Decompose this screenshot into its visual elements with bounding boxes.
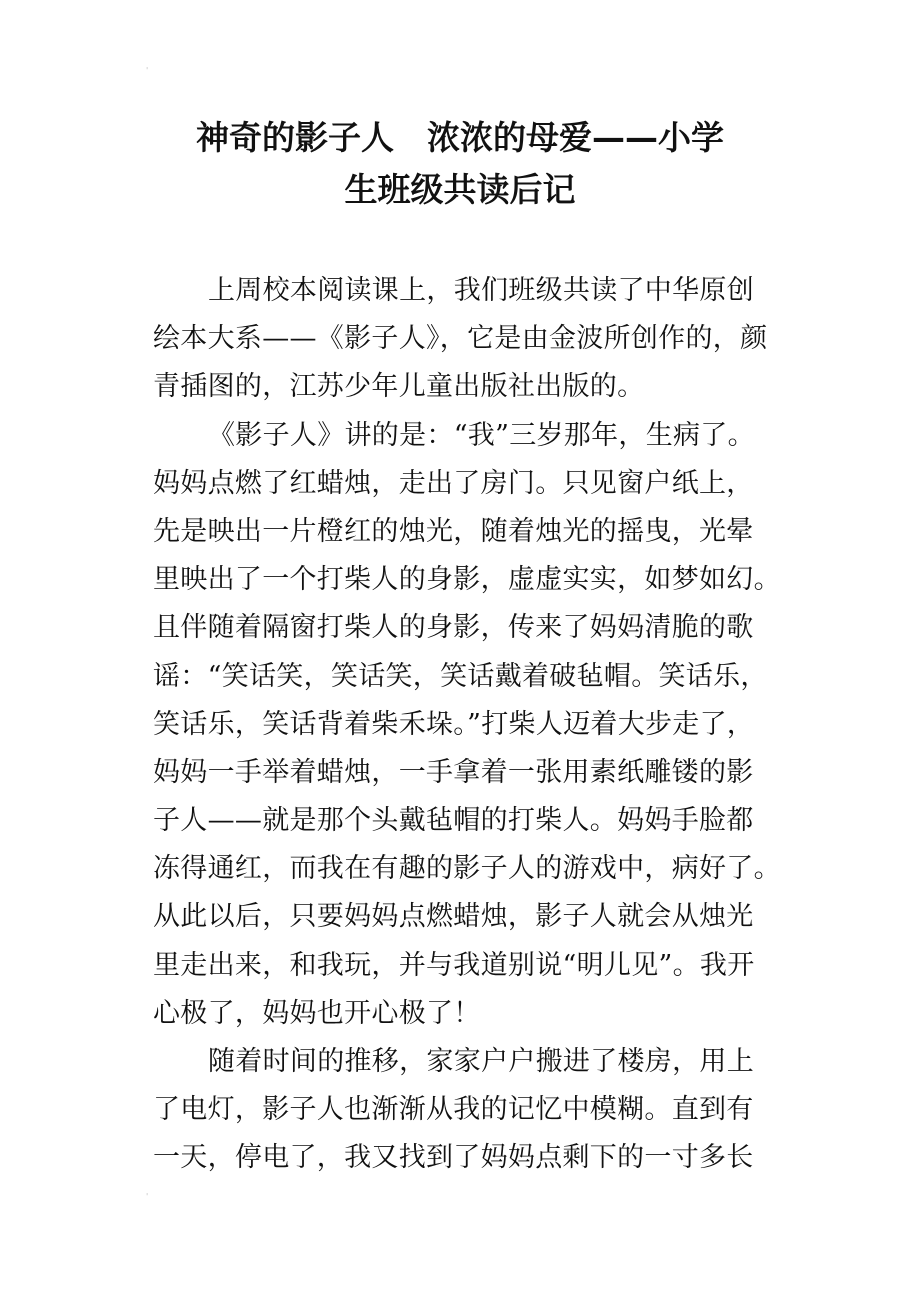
body-line: 从此以后，只要妈妈点燃蜡烛，影子人就会从烛光: [153, 901, 754, 933]
body-line: 且伴随着隔窗打柴人的身影，传来了妈妈清脆的歌: [153, 612, 754, 644]
body-line: 笑话乐，笑话背着柴禾垛。”打柴人迈着大步走了，: [153, 708, 755, 740]
body-line: 了电灯，影子人也渐渐从我的记忆中模糊。直到有: [153, 1094, 754, 1126]
corner-mark-top: ': [146, 66, 149, 75]
body-line: 《影子人》讲的是：“我”三岁那年，生病了。: [208, 419, 755, 451]
body-line: 子人——就是那个头戴毡帽的打柴人。妈妈手脸都: [153, 805, 754, 837]
document-body: [153, 267, 793, 1183]
body-line: 心极了，妈妈也开心极了！: [153, 997, 481, 1029]
body-line: 一天，停电了，我又找到了妈妈点剩下的一寸多长: [153, 1142, 754, 1174]
document-title: [150, 112, 770, 216]
body-line: 青插图的，江苏少年儿童出版社出版的。: [153, 371, 645, 403]
body-line: 绘本大系——《影子人》，它是由金波所创作的，颜: [153, 323, 768, 355]
title-line-1: 神奇的影子人 浓浓的母爱——小学: [196, 118, 724, 157]
body-line: 妈妈一手举着蜡烛，一手拿着一张用素纸雕镂的影: [153, 756, 754, 788]
corner-mark-bottom: ': [146, 1192, 149, 1201]
body-line: 里映出了一个打柴人的身影，虚虚实实，如梦如幻。: [153, 564, 781, 596]
body-line: 上周校本阅读课上，我们班级共读了中华原创: [208, 275, 754, 306]
body-line: 先是映出一片橙红的烛光，随着烛光的摇曳，光晕: [153, 515, 754, 547]
body-line: 里走出来，和我玩，并与我道别说“明儿见”。我开: [153, 949, 755, 981]
body-line: 谣：“笑话笑，笑话笑，笑话戴着破毡帽。笑话乐，: [153, 660, 768, 692]
body-line: 冻得通红，而我在有趣的影子人的游戏中，病好了。: [153, 853, 781, 885]
title-line-2: 生班级共读后记: [344, 170, 576, 209]
body-line: 随着时间的推移，家家户户搬进了楼房，用上: [208, 1046, 754, 1077]
body-line: 妈妈点燃了红蜡烛，走出了房门。只见窗户纸上，: [153, 467, 754, 499]
